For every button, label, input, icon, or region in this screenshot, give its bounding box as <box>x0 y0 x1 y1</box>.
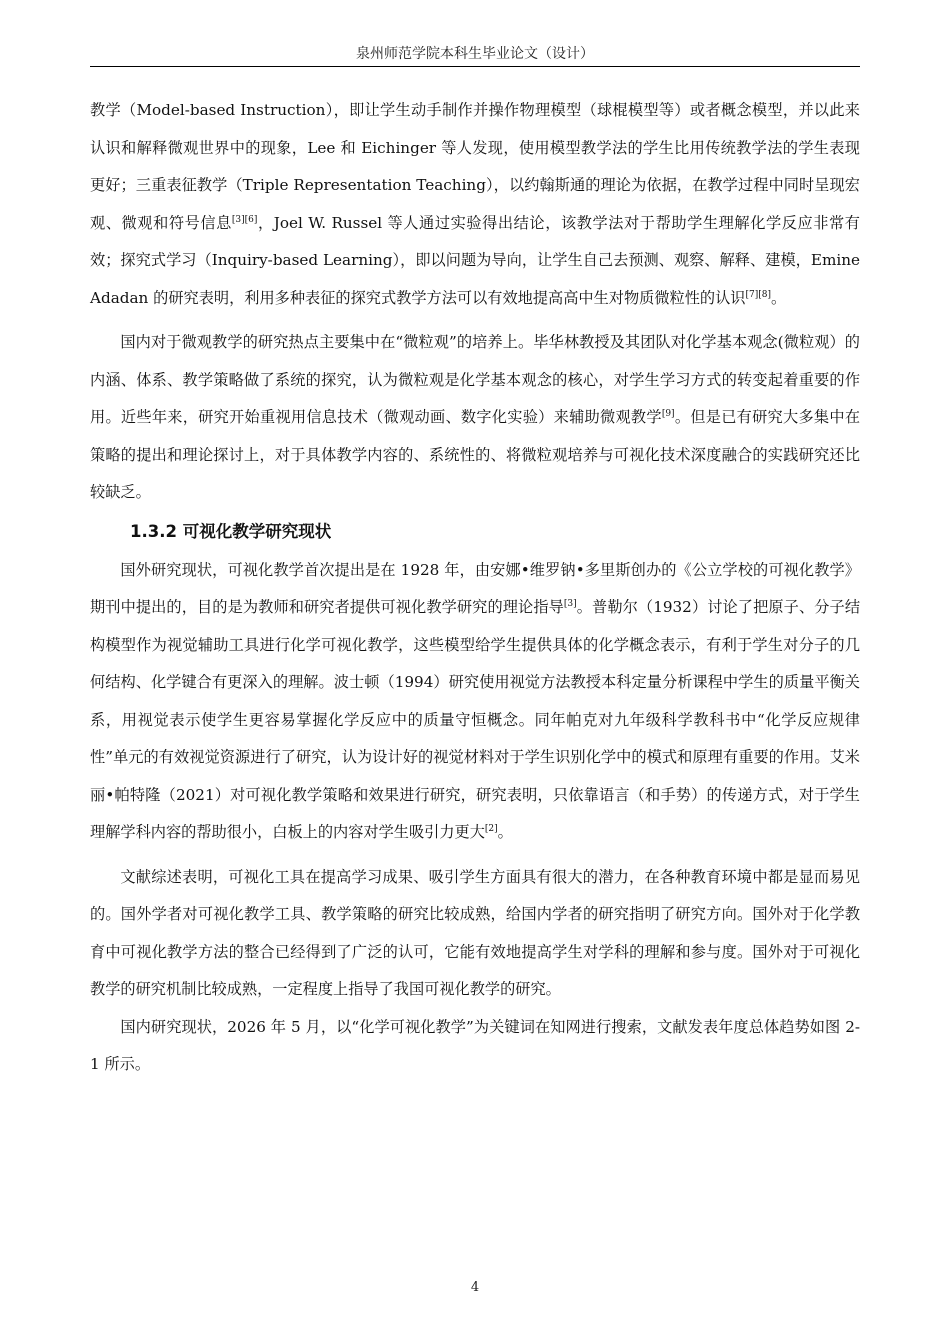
citation: [2] <box>484 823 498 834</box>
paragraph-3-text-a: 国外研究现状，可视化教学首次提出是在 1928 年，由安娜•维罗钠•多里斯创办的《公立学校的可视化教学》期刊中提出的，目的是为教师和研究者提供可视化教学研究的理论指导 <box>90 560 860 616</box>
citation: [3][6] <box>231 214 258 225</box>
paragraph-2-text-b: 。但是已有研究大多集中在策略的提出和理论探讨上，对于具体教学内容的、系统性的、将微粒观培养与可视化技术深度融合的实践研究还比较缺乏。 <box>90 408 861 501</box>
paragraph-1 <box>90 92 860 317</box>
running-header: 泉州师范学院本科生毕业论文（设计） <box>356 46 594 62</box>
paragraph-1-text-a: 教学（Model-based Instruction），即让学生动手制作并操作物理模型（球棍模型等）或者概念模型，并以此来认识和解释微观世界中的现象，Lee 和 Eichinger 等人发现，使用模型教学法的学生比用传统教学法的学生表现更好；三重表征教学（Triple Representation Teaching），以约翰斯通的理论为依据，在教学过程中同时呈现宏观、微观和符号信息 <box>90 101 860 232</box>
paragraph-4: 文献综述表明，可视化工具在提高学习成果、吸引学生方面具有很大的潜力，在各种教育环境中都是显而易见的。国外学者对可视化教学工具、教学策略的研究比较成熟，给国内学者的研究指明了研究方向。国外对于化学教育中可视化教学方法的整合已经得到了广泛的认可，它能有效地提高学生对学科的理解和参与度。国外对于可视化教学的研究机制比较成熟，一定程度上指导了我国可视化教学的研究。 <box>90 867 860 998</box>
page-number: 4 <box>470 1280 480 1295</box>
paragraph-1-text-c: 。 <box>770 288 787 307</box>
paragraph-3 <box>90 552 860 852</box>
paragraph-2 <box>90 324 860 512</box>
paragraph-2-text-a: 国内对于微观教学的研究热点主要集中在“微粒观”的培养上。毕华林教授及其团队对化学基本观念(微粒观）的内涵、体系、教学策略做了系统的探究，认为微粒观是化学基本观念的核心，对学生学习方式的转变起着重要的作用。近些年来，研究开始重视用信息技术（微观动画、数字化实验）来辅助微观教学 <box>90 333 860 426</box>
section-heading: 1.3.2 可视化教学研究现状 <box>130 521 332 541</box>
citation: [9] <box>661 408 675 419</box>
paragraph-3-text-c: 。 <box>497 823 513 841</box>
paragraph-3-text-b: 。普勒尔（1932）讨论了把原子、分子结构模型作为视觉辅助工具进行化学可视化教学，这些模型给学生提供具体的化学概念表示，有利于学生对分子的几何结构、化学键合有更深入的理解。波士顿（1994）研究使用视觉方法教授本科定量分析课程中学生的质量平衡关系，用视觉表示使学生更容易掌握化学反应中的质量守恒概念。同年帕克对九年级科学教科书中“化学反应规律性”单元的有效视觉资源进行了研究，认为设计好的视觉材料对于学生识别化学中的模式和原理有重要的作用。艾米丽•帕特隆（2021）对可视化教学策略和效果进行研究，研究表明，只依靠语言（和手势）的传递方式，对于学生理解学科内容的帮助很小，白板上的内容对学生吸引力更大 <box>90 598 861 841</box>
paragraph-5: 国内研究现状，2026 年 5 月，以“化学可视化教学”为关键词在知网进行搜索，文献发表年度总体趋势如图 2-1 所示。 <box>90 1017 860 1073</box>
header-rule <box>90 66 860 67</box>
citation: [7][8] <box>745 289 771 300</box>
body-text <box>90 92 860 1084</box>
paragraph-1-text-b: ，Joel W. Russel 等人通过实验得出结论，该教学法对于帮助学生理解化学反应非常有效；探究式学习（Inquiry-based Learning），即以问题为导向，让学生自己去预测、观察、解释、建模，Emine Adadan 的研究表明，利用多种表征的探究式教学方法可以有效地提高高中生对物质微粒性的认识 <box>90 213 860 307</box>
citation: [3] <box>563 598 577 609</box>
